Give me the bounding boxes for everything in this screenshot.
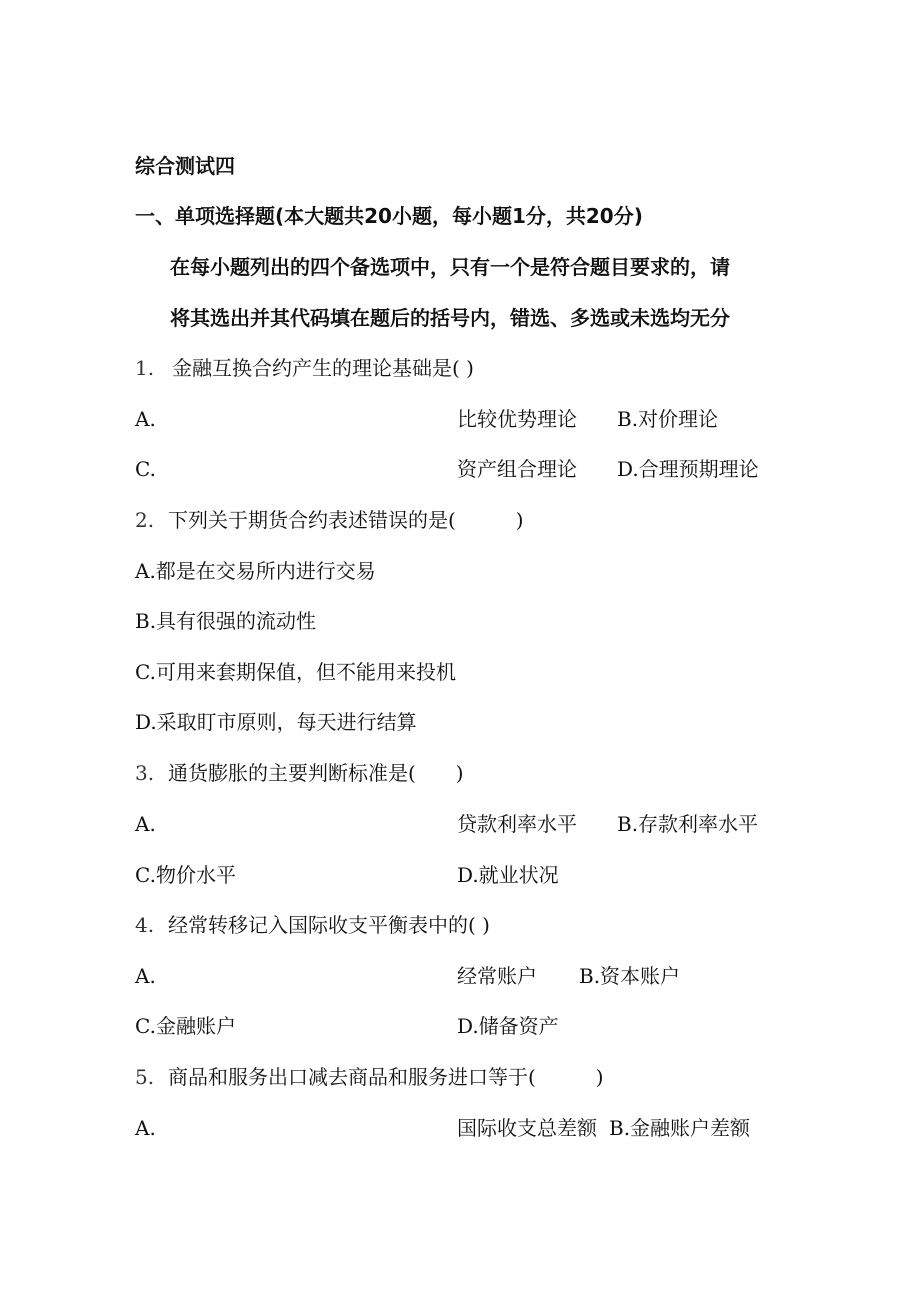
option-text: 资产组合理论 (457, 457, 577, 481)
question-text: 商品和服务出口减去商品和服务进口等于( ) (168, 1065, 604, 1089)
option-text: 国际收支总差额 (457, 1116, 597, 1140)
option-row (135, 962, 835, 990)
question-number: 1. (135, 356, 155, 380)
instruction-line-1: 在每小题列出的四个备选项中，只有一个是符合题目要求的，请 (170, 255, 730, 279)
option-text: B.存款利率水平 (617, 812, 759, 836)
option-text: 贷款利率水平 (457, 812, 577, 836)
question-text: 经常转移记入国际收支平衡表中的( ) (168, 913, 490, 937)
option-row (135, 405, 835, 433)
question-text: 金融互换合约产生的理论基础是( ) (172, 356, 474, 380)
option-label: C. (135, 457, 156, 481)
question-text: 下列关于期货合约表述错误的是( ) (168, 508, 524, 532)
option-text: B.资本账户 (579, 964, 681, 988)
option-text: D.就业状况 (457, 863, 559, 887)
question-text: 通货膨胀的主要判断标准是( ) (168, 761, 464, 785)
question-3 (135, 759, 464, 787)
option-label: A. (135, 407, 156, 431)
section-heading: 一、单项选择题(本大题共20小题，每小题1分，共20分) (135, 204, 643, 228)
option-row (135, 810, 835, 838)
question-5 (135, 1063, 604, 1091)
option-row (135, 861, 835, 889)
option-row (135, 1012, 835, 1040)
question-4 (135, 911, 490, 939)
option-row (135, 1114, 835, 1142)
option-row (135, 455, 835, 483)
option-c: C.可用来套期保值，但不能用来投机 (135, 660, 456, 684)
option-label: A. (135, 812, 156, 836)
question-1 (135, 354, 474, 382)
question-number: 5. (135, 1065, 155, 1089)
question-2 (135, 506, 524, 534)
doc-title: 综合测试四 (135, 154, 235, 178)
option-text: 经常账户 (457, 964, 537, 988)
option-text: C.物价水平 (135, 863, 236, 887)
question-number: 4. (135, 913, 155, 937)
option-text: B.对价理论 (617, 407, 719, 431)
question-number: 2. (135, 508, 155, 532)
option-text: C.金融账户 (135, 1014, 236, 1038)
question-number: 3. (135, 761, 155, 785)
option-label: A. (135, 964, 156, 988)
option-text: 比较优势理论 (457, 407, 577, 431)
option-d: D.采取盯市原则，每天进行结算 (135, 710, 417, 734)
option-text: D.合理预期理论 (617, 457, 759, 481)
option-b: B.具有很强的流动性 (135, 609, 317, 633)
instruction-line-2: 将其选出并其代码填在题后的括号内，错选、多选或未选均无分 (170, 306, 730, 330)
option-text: D.储备资产 (457, 1014, 559, 1038)
option-a: A.都是在交易所内进行交易 (135, 559, 376, 583)
option-label: A. (135, 1116, 156, 1140)
option-text: B.金融账户差额 (609, 1116, 751, 1140)
